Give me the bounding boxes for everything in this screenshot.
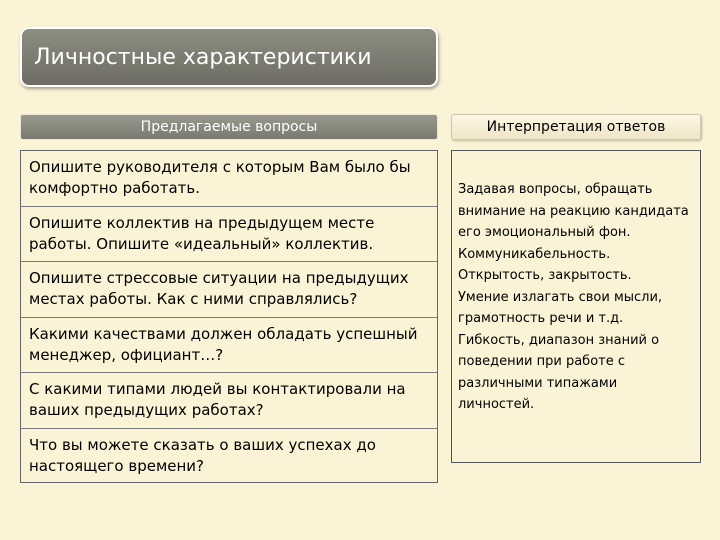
question-item: Опишите стрессовые ситуации на предыдущих местах работы. Как с ними справлялись? [21,262,437,318]
question-item: Какими качествами должен обладать успешный менеджер, официант…? [21,318,437,374]
questions-header [20,114,438,140]
questions-list [20,150,438,483]
question-item: Что вы можете сказать о ваших успехах до настоящего времени? [29,435,376,475]
question-item: С какими типами людей вы контактировали на ваших предыдущих работах? [21,373,437,429]
question-item: Опишите руководителя с которым Вам было бы комфортно работать. [21,151,437,207]
interpretation-line: Задавая вопросы, обращать внимание на реакцию кандидата его эмоциональный фон. [458,182,689,240]
interpretation-line: Гибкость, диапазон знаний о поведении при работе с различными типажами личностей. [458,332,660,412]
interpretation-panel [451,150,701,463]
interpretation-line: Коммуникабельность. [458,246,611,262]
interpretation-header-text: Интерпретация ответов [486,119,666,135]
questions-header-text: Предлагаемые вопросы [140,119,318,135]
interpretation-header [451,114,701,140]
question-item: Опишите коллектив на предыдущем месте работы. Опишите «идеальный» коллектив. [21,207,437,263]
interpretation-line: Открытость, закрытость. [458,268,632,283]
interpretation-line: Умение излагать свои мысли, грамотность речи и т.д. [458,289,663,326]
slide-title-text: Личностные характеристики [34,44,372,70]
slide-title [20,27,438,87]
